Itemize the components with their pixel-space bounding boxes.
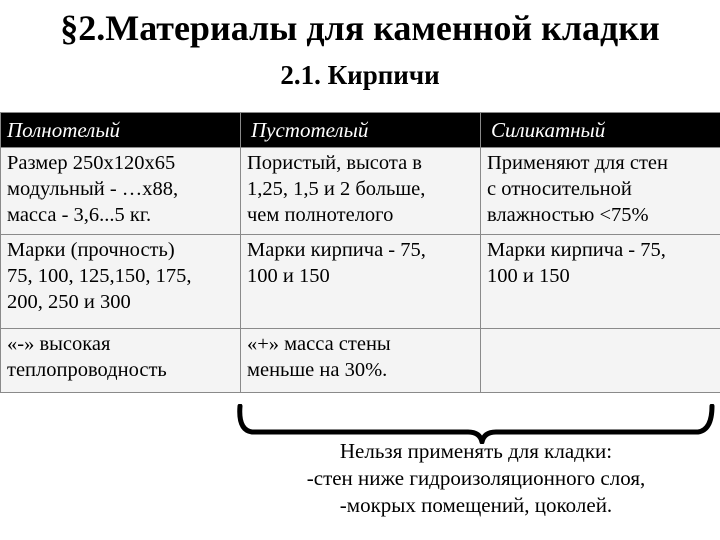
usage-restriction-note	[236, 438, 716, 519]
table-cell: Марки кирпича - 75, 100 и 150	[481, 235, 720, 329]
table-cell: «-» высокая теплопроводность	[1, 329, 241, 393]
table-row	[1, 329, 720, 393]
header-silicate-brick: Силикатный	[481, 113, 720, 148]
table-cell: Марки кирпича - 75, 100 и 150	[241, 235, 481, 329]
note-line: -мокрых помещений, цоколей.	[339, 493, 613, 517]
table-header-row	[1, 113, 720, 148]
table-cell: Применяют для стен с относительной влажностью <75%	[481, 148, 720, 235]
header-hollow-brick: Пустотелый	[241, 113, 481, 148]
table-cell: Размер 250х120х65 модульный - …х88, масса - 3,6...5 кг.	[1, 148, 241, 235]
table-row	[1, 235, 720, 329]
note-line: Нельзя применять для кладки:	[339, 439, 613, 463]
slide-title: §2.Материалы для каменной кладки	[60, 8, 660, 48]
header-solid-brick: Полнотелый	[1, 113, 241, 148]
slide-subtitle: 2.1. Кирпичи	[280, 60, 440, 90]
table-cell	[481, 329, 720, 393]
bricks-table	[0, 112, 720, 393]
table-cell: Пористый, высота в 1,25, 1,5 и 2 больше, чем полнотелого	[241, 148, 481, 235]
table-row	[1, 148, 720, 235]
note-line: -стен ниже гидроизоляционного слоя,	[306, 466, 646, 490]
table-cell: «+» масса стены меньше на 30%.	[241, 329, 481, 393]
table-cell: Марки (прочность) 75, 100, 125,150, 175, 200, 250 и 300	[1, 235, 241, 329]
